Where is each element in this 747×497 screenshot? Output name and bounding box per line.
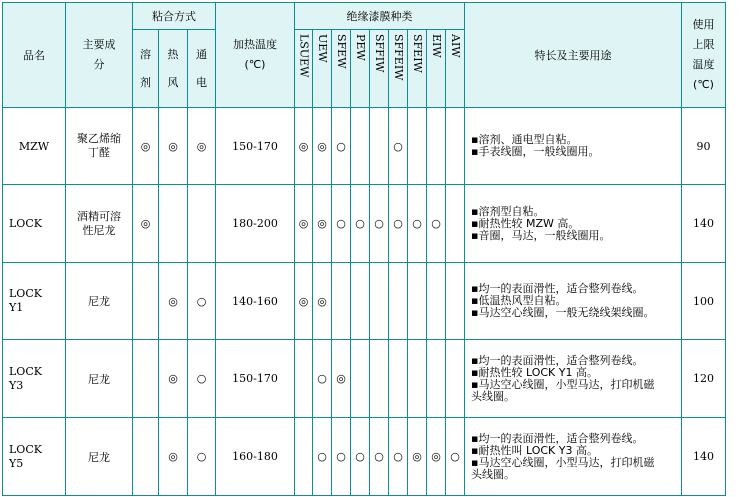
- insul-cell: ◎: [295, 108, 313, 185]
- insul-cell: ○: [389, 108, 408, 185]
- insul-cell: ○: [408, 185, 427, 263]
- insul-cell: [446, 108, 465, 185]
- insul-cell: [370, 108, 389, 185]
- heat-temp-cell: 150-170: [216, 108, 295, 185]
- max-temp-cell: 140: [682, 185, 726, 263]
- table-row: [3, 185, 726, 263]
- feature-line: ▪马达空心线圈，小型马达，打印机磁: [471, 377, 655, 391]
- feature-line: ▪耐热性叫 LOCK Y3 高。: [471, 443, 598, 457]
- insul-cell: ○: [427, 185, 446, 263]
- header-bond-method: 粘合方式: [133, 3, 216, 30]
- header-insul-pew: PEW: [351, 30, 370, 108]
- bond-hot-air-cell: ◎: [159, 108, 188, 185]
- bond-solvent-cell: [133, 340, 159, 418]
- insul-cell: [351, 108, 370, 185]
- insul-cell: ◎: [313, 108, 332, 185]
- heat-temp-cell: 160-180: [216, 418, 295, 496]
- feature-line: ▪音圈，马达，一般线圈用。: [471, 228, 611, 242]
- table-row: [3, 340, 726, 418]
- feature-line: ▪均一的表面滑性，适合整列卷线。: [471, 282, 644, 295]
- insul-cell: [295, 340, 313, 418]
- insul-cell: ◎: [313, 185, 332, 263]
- header-component: 主要成分: [66, 3, 133, 108]
- insul-cell: [408, 263, 427, 340]
- insul-cell: [351, 263, 370, 340]
- bond-electric-cell: ○: [188, 340, 216, 418]
- bond-solvent-cell: ◎: [133, 108, 159, 185]
- bond-hot-air-cell: [159, 185, 188, 263]
- main-component: 尼龙: [66, 263, 133, 340]
- insul-cell: ○: [332, 185, 351, 263]
- insul-cell: ◎: [313, 263, 332, 340]
- feature-line: 头线圈。: [471, 389, 515, 403]
- product-name: LOCK Y1: [3, 263, 66, 340]
- max-temp-cell: 120: [682, 340, 726, 418]
- insul-cell: [408, 340, 427, 418]
- heat-temp-cell: 140-160: [216, 263, 295, 340]
- main-component: 酒精可溶性尼龙: [66, 185, 133, 263]
- header-insulation-type: 绝缘漆膜种类: [295, 3, 465, 30]
- header-insul-sffiw: SFFIW: [370, 30, 389, 108]
- insul-cell: ○: [446, 418, 465, 496]
- insul-cell: [389, 340, 408, 418]
- insul-cell: ◎: [295, 185, 313, 263]
- max-temp-cell: 100: [682, 263, 726, 340]
- feature-line: ▪手表线圈，一般线圈用。: [471, 145, 600, 158]
- table-row: [3, 108, 726, 185]
- header-bond-solvent: 溶剂: [133, 30, 159, 108]
- insul-cell: [295, 418, 313, 496]
- product-name: MZW: [3, 108, 66, 185]
- main-component: 尼龙: [66, 418, 133, 496]
- header-insul-aiw: AIW: [446, 30, 465, 108]
- insul-cell: [446, 340, 465, 418]
- features-cell: [465, 418, 682, 496]
- feature-line: 头线圈。: [471, 467, 515, 481]
- header-max-temp: 使用上限温度 (℃): [682, 3, 726, 108]
- feature-line: ▪马达空心线圈，一般无绕线架线圈。: [471, 306, 655, 319]
- insul-cell: ◎: [427, 418, 446, 496]
- insul-cell: [332, 263, 351, 340]
- feature-line: ▪均一的表面滑性，适合整列卷线。: [471, 353, 644, 367]
- insul-cell: [408, 108, 427, 185]
- heat-temp-cell: 150-170: [216, 340, 295, 418]
- bond-electric-cell: [188, 185, 216, 263]
- insul-cell: [446, 263, 465, 340]
- bond-solvent-cell: ◎: [133, 185, 159, 263]
- product-name: LOCK Y5: [3, 418, 66, 496]
- header-insul-sfew: SFEW: [332, 30, 351, 108]
- insul-cell: ◎: [408, 418, 427, 496]
- product-name: LOCK: [3, 185, 66, 263]
- insul-cell: [351, 340, 370, 418]
- magnet-wire-spec-table: [2, 2, 726, 496]
- table-row: [3, 263, 726, 340]
- insul-cell: ○: [389, 185, 408, 263]
- insul-cell: ○: [313, 418, 332, 496]
- header-insul-sfeiw: SFEIW: [408, 30, 427, 108]
- feature-line: ▪均一的表面滑性，适合整列卷线。: [471, 431, 644, 445]
- header-insul-uew: UEW: [313, 30, 332, 108]
- features-cell: [465, 340, 682, 418]
- bond-solvent-cell: [133, 263, 159, 340]
- header-bond-hot-air: 热风: [159, 30, 188, 108]
- max-temp-cell: 140: [682, 418, 726, 496]
- header-heat-temp: 加热温度 (℃): [216, 3, 295, 108]
- insul-cell: [427, 108, 446, 185]
- product-name: LOCK Y3: [3, 340, 66, 418]
- insul-cell: ○: [370, 418, 389, 496]
- feature-line: ▪耐热性较 LOCK Y1 高。: [471, 365, 598, 379]
- insul-cell: [446, 185, 465, 263]
- bond-hot-air-cell: ◎: [159, 263, 188, 340]
- features-cell: [465, 263, 682, 340]
- header-features: 特长及主要用途: [465, 3, 682, 108]
- insul-cell: ○: [370, 185, 389, 263]
- insul-cell: ○: [351, 418, 370, 496]
- feature-line: ▪马达空心线圈，小型马达，打印机磁: [471, 455, 655, 469]
- header-name: 品名: [3, 3, 66, 108]
- feature-line: ▪低温热风型自粘。: [471, 294, 567, 307]
- header-insul-eiw: EIW: [427, 30, 446, 108]
- heat-temp-cell: 180-200: [216, 185, 295, 263]
- insul-cell: ○: [389, 418, 408, 496]
- bond-electric-cell: ◎: [188, 108, 216, 185]
- insul-cell: [427, 263, 446, 340]
- features-cell: [465, 185, 682, 263]
- header-insul-lsuew: LSUEW: [295, 30, 313, 108]
- insul-cell: [370, 340, 389, 418]
- main-component: 尼龙: [66, 340, 133, 418]
- bond-solvent-cell: [133, 418, 159, 496]
- header-insul-sffeiw: SFFEIW: [389, 30, 408, 108]
- table-row: [3, 418, 726, 496]
- feature-line: ▪耐热性较 MZW 高。: [471, 216, 580, 230]
- insul-cell: ○: [332, 418, 351, 496]
- main-component: 聚乙烯缩丁醛: [66, 108, 133, 185]
- header-bond-electric: 通电: [188, 30, 216, 108]
- insul-cell: ○: [332, 108, 351, 185]
- insul-cell: [427, 340, 446, 418]
- insul-cell: ◎: [332, 340, 351, 418]
- insul-cell: ○: [313, 340, 332, 418]
- features-cell: [465, 108, 682, 185]
- insul-cell: [389, 263, 408, 340]
- max-temp-cell: 90: [682, 108, 726, 185]
- bond-hot-air-cell: ◎: [159, 340, 188, 418]
- insul-cell: [370, 263, 389, 340]
- feature-line: ▪溶剂、通电型自粘。: [471, 133, 578, 146]
- bond-electric-cell: ○: [188, 263, 216, 340]
- feature-line: ▪溶剂型自粘。: [471, 204, 545, 218]
- insul-cell: ○: [351, 185, 370, 263]
- bond-electric-cell: ○: [188, 418, 216, 496]
- insul-cell: ◎: [295, 263, 313, 340]
- bond-hot-air-cell: ◎: [159, 418, 188, 496]
